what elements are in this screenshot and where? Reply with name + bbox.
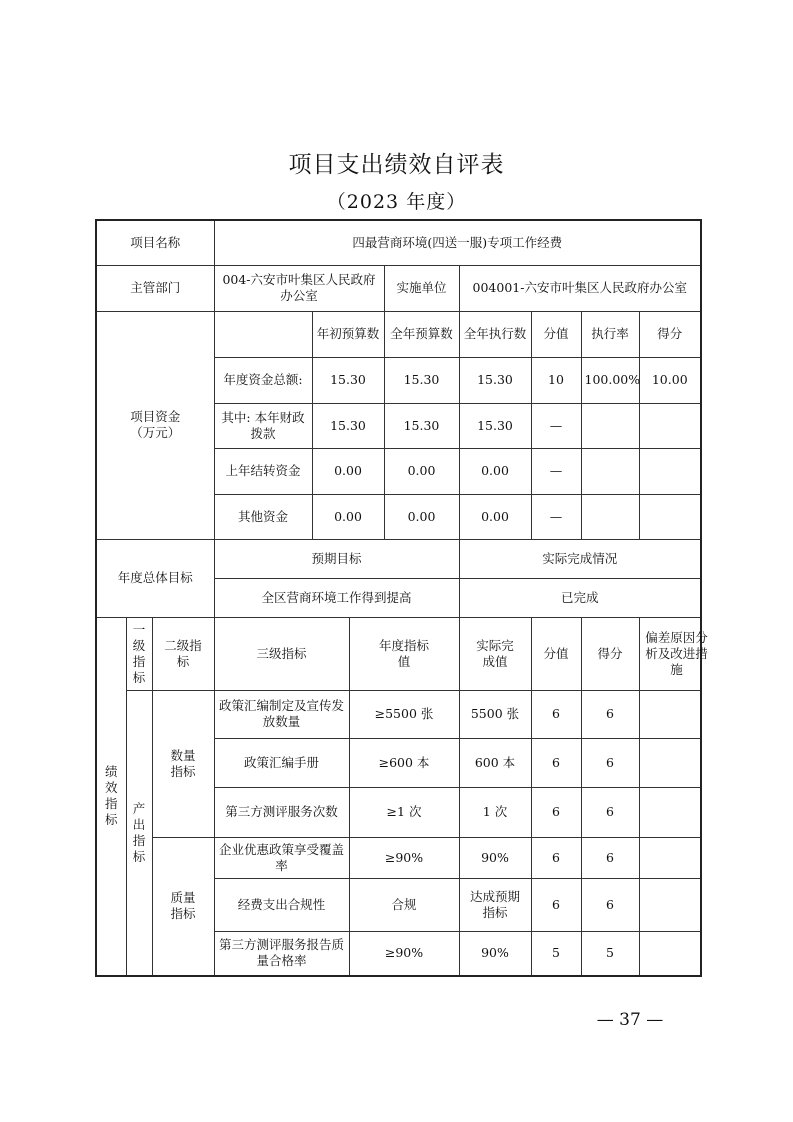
fund-rate bbox=[581, 448, 639, 494]
indicator-score: 6 bbox=[581, 878, 639, 931]
indicator-deviation bbox=[639, 878, 701, 931]
fund-initial: 0.00 bbox=[312, 494, 384, 539]
indicator-score: 5 bbox=[581, 931, 639, 976]
score-value-header: 分值 bbox=[531, 617, 581, 690]
indicator-row bbox=[96, 690, 701, 738]
deviation-header-text: 偏差原因分析及改进措施 bbox=[645, 629, 708, 677]
target-header-text: 年度指标值 bbox=[378, 637, 429, 669]
group-name bbox=[152, 837, 214, 976]
funds-header-empty bbox=[214, 311, 312, 357]
fund-initial: 0.00 bbox=[312, 448, 384, 494]
dept-label: 主管部门 bbox=[96, 265, 214, 311]
funds-header-initial: 年初预算数 bbox=[312, 311, 384, 357]
level1-name bbox=[126, 690, 152, 976]
fund-score bbox=[639, 403, 701, 448]
fund-score-value: — bbox=[531, 448, 581, 494]
fund-name: 其他资金 bbox=[214, 494, 312, 539]
indicator-target: 合规 bbox=[349, 878, 459, 931]
indicator-score-value: 6 bbox=[531, 787, 581, 837]
fund-rate bbox=[581, 494, 639, 539]
indicator-actual: 90% bbox=[459, 837, 531, 878]
indicator-deviation bbox=[639, 837, 701, 878]
indicator-score: 6 bbox=[581, 787, 639, 837]
actual-header bbox=[459, 617, 531, 690]
fund-name: 年度资金总额: bbox=[214, 357, 312, 403]
fund-name: 其中: 本年财政拨款 bbox=[214, 403, 312, 448]
page-number: — 37 — bbox=[596, 1010, 664, 1030]
goal-header-row bbox=[96, 539, 701, 578]
fund-annual: 15.30 bbox=[384, 357, 459, 403]
funds-header-annual: 全年预算数 bbox=[384, 311, 459, 357]
funds-header-rate: 执行率 bbox=[581, 311, 639, 357]
indicator-name: 第三方测评服务次数 bbox=[214, 787, 349, 837]
project-name-value: 四最营商环境(四送一服)专项工作经费 bbox=[214, 220, 701, 265]
indicator-target: ≥90% bbox=[349, 931, 459, 976]
indicator-target: ≥600 本 bbox=[349, 738, 459, 787]
funds-header-score: 得分 bbox=[639, 311, 701, 357]
indicator-score-value: 6 bbox=[531, 837, 581, 878]
actual-header-text: 实际完成值 bbox=[476, 637, 514, 669]
indicator-actual: 5500 张 bbox=[459, 690, 531, 738]
impl-value: 004001-六安市叶集区人民政府办公室 bbox=[459, 265, 701, 311]
indicator-score: 6 bbox=[581, 690, 639, 738]
level1-name-text: 产出指标 bbox=[132, 800, 146, 864]
goal-label: 年度总体目标 bbox=[96, 539, 214, 617]
fund-rate bbox=[581, 403, 639, 448]
fund-score-value: 10 bbox=[531, 357, 581, 403]
goal-expected-header: 预期目标 bbox=[214, 539, 459, 578]
goal-expected: 全区营商环境工作得到提高 bbox=[214, 578, 459, 617]
indicator-score-value: 6 bbox=[531, 878, 581, 931]
indicator-deviation bbox=[639, 690, 701, 738]
funds-header-row bbox=[96, 311, 701, 357]
group-name bbox=[152, 690, 214, 837]
goal-actual: 已完成 bbox=[459, 578, 701, 617]
fund-rate: 100.00% bbox=[581, 357, 639, 403]
indicator-target: ≥1 次 bbox=[349, 787, 459, 837]
goal-actual-header: 实际完成情况 bbox=[459, 539, 701, 578]
indicator-score: 6 bbox=[581, 738, 639, 787]
level1-header-text: 一级指标 bbox=[132, 621, 146, 685]
indicator-name: 政策汇编手册 bbox=[214, 738, 349, 787]
impl-label: 实施单位 bbox=[384, 265, 459, 311]
indicator-row bbox=[96, 837, 701, 878]
level2-header-text: 二级指标 bbox=[164, 637, 202, 669]
evaluation-table bbox=[95, 219, 708, 977]
fund-annual: 0.00 bbox=[384, 448, 459, 494]
indicators-label-text: 绩效指标 bbox=[104, 764, 118, 828]
indicator-name: 企业优惠政策享受覆盖率 bbox=[214, 837, 349, 878]
fund-annual: 15.30 bbox=[384, 403, 459, 448]
fund-annual: 0.00 bbox=[384, 494, 459, 539]
fund-score bbox=[639, 448, 701, 494]
score-header: 得分 bbox=[581, 617, 639, 690]
fund-executed: 0.00 bbox=[459, 494, 531, 539]
fund-initial: 15.30 bbox=[312, 357, 384, 403]
fund-score: 10.00 bbox=[639, 357, 701, 403]
group-name-text: 数量指标 bbox=[170, 747, 196, 779]
indicator-deviation bbox=[639, 931, 701, 976]
document-subtitle: （2023 年度） bbox=[326, 191, 467, 213]
fund-score bbox=[639, 494, 701, 539]
fund-score-value: — bbox=[531, 403, 581, 448]
indicator-target: ≥5500 张 bbox=[349, 690, 459, 738]
fund-score-value: — bbox=[531, 494, 581, 539]
project-name-row bbox=[96, 220, 701, 265]
level2-header bbox=[152, 617, 214, 690]
funds-header-executed: 全年执行数 bbox=[459, 311, 531, 357]
indicator-header-row bbox=[96, 617, 701, 690]
fund-name: 上年结转资金 bbox=[214, 448, 312, 494]
level1-header bbox=[126, 617, 152, 690]
indicator-name: 经费支出合规性 bbox=[214, 878, 349, 931]
indicator-name: 第三方测评服务报告质量合格率 bbox=[214, 931, 349, 976]
group-name-text: 质量指标 bbox=[170, 890, 196, 922]
indicators-label bbox=[96, 617, 126, 976]
fund-initial: 15.30 bbox=[312, 403, 384, 448]
level3-header: 三级指标 bbox=[214, 617, 349, 690]
dept-value: 004-六安市叶集区人民政府办公室 bbox=[214, 265, 384, 311]
department-row bbox=[96, 265, 701, 311]
indicator-actual bbox=[459, 878, 531, 931]
deviation-header bbox=[639, 617, 708, 690]
indicator-actual: 600 本 bbox=[459, 738, 531, 787]
indicator-score-value: 5 bbox=[531, 931, 581, 976]
funds-header-score-value: 分值 bbox=[531, 311, 581, 357]
target-header bbox=[349, 617, 459, 690]
indicator-deviation bbox=[639, 787, 701, 837]
indicator-actual-text: 达成预期指标 bbox=[469, 888, 520, 920]
fund-executed: 15.30 bbox=[459, 403, 531, 448]
fund-executed: 15.30 bbox=[459, 357, 531, 403]
document-title: 项目支出绩效自评表 bbox=[288, 152, 505, 178]
indicator-score-value: 6 bbox=[531, 738, 581, 787]
funds-label-text: 项目资金（万元） bbox=[130, 409, 181, 440]
indicator-target: ≥90% bbox=[349, 837, 459, 878]
indicator-actual: 90% bbox=[459, 931, 531, 976]
indicator-score: 6 bbox=[581, 837, 639, 878]
indicator-deviation bbox=[639, 738, 701, 787]
indicator-name: 政策汇编制定及宣传发放数量 bbox=[214, 690, 349, 738]
fund-executed: 0.00 bbox=[459, 448, 531, 494]
indicator-actual: 1 次 bbox=[459, 787, 531, 837]
indicator-score-value: 6 bbox=[531, 690, 581, 738]
project-name-label: 项目名称 bbox=[96, 220, 214, 265]
funds-label bbox=[96, 311, 214, 539]
